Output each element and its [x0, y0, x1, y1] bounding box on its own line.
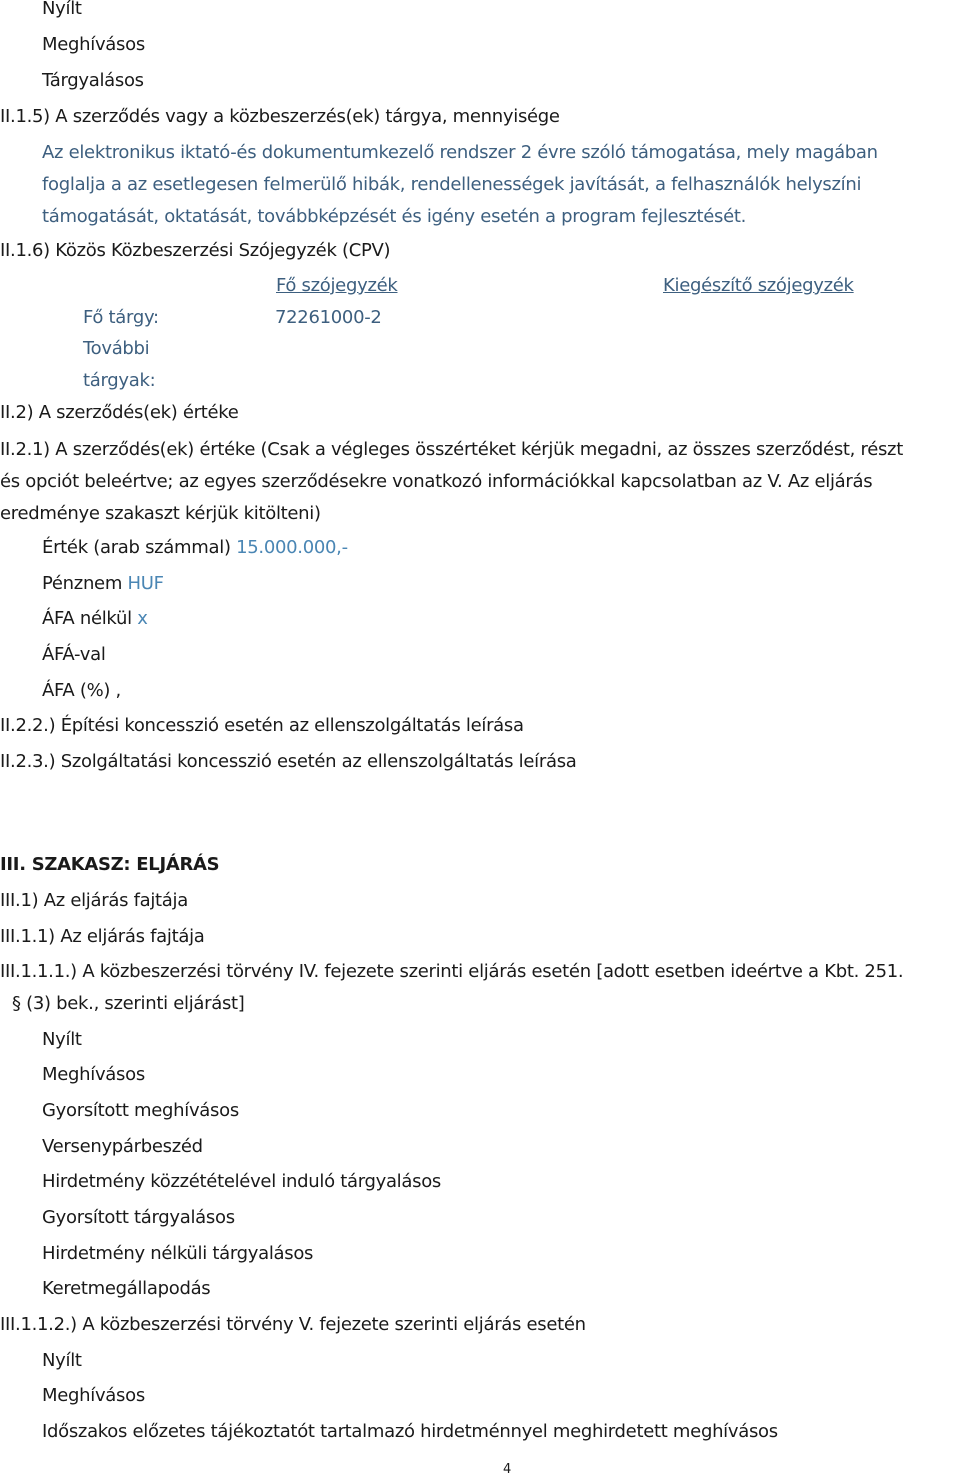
- currency-row: [42, 572, 164, 596]
- cpv-further-subjects-label-2: tárgyak:: [83, 370, 156, 391]
- procedure-type-subheading: III.1.1) Az eljárás fajtája: [0, 926, 205, 947]
- section-heading-procedure: III. SZAKASZ: ELJÁRÁS: [0, 854, 220, 875]
- cpv-main-vocab-header: Fő szójegyzék: [276, 275, 398, 296]
- procedure-option-item: Nyílt: [42, 1350, 82, 1371]
- procedure-option-item: Hirdetmény közzétételével induló tárgyalásos: [42, 1171, 441, 1192]
- value-text-line-3: eredménye szakaszt kérjük kitölteni): [0, 503, 321, 524]
- option-open: Nyílt: [42, 0, 82, 19]
- procedure-type-heading: III.1) Az eljárás fajtája: [0, 890, 188, 911]
- vat-excluded-label: ÁFA nélkül: [42, 608, 138, 629]
- vat-excluded-row: [42, 607, 148, 631]
- option-restricted: Meghívásos: [42, 34, 145, 55]
- vat-excluded-mark: x: [137, 608, 148, 629]
- service-concession-heading: II.2.3.) Szolgáltatási koncesszió esetén az ellenszolgáltatás leírása: [0, 751, 577, 772]
- procedure-option-item: Nyílt: [42, 1029, 82, 1050]
- procedure-option-item: Időszakos előzetes tájékoztatót tartalmazó hirdetménnyel meghirdetett meghívásos: [42, 1421, 778, 1442]
- currency-label: Pénznem: [42, 573, 128, 594]
- subject-text-line-1: Az elektronikus iktató-és dokumentumkezelő rendszer 2 évre szóló támogatása, mely magában: [42, 142, 878, 163]
- contract-value: 15.000.000,-: [236, 537, 348, 558]
- procedure-option-item: Gyorsított meghívásos: [42, 1100, 239, 1121]
- option-negotiated: Tárgyalásos: [42, 70, 144, 91]
- contract-value-label: Érték (arab számmal): [42, 537, 237, 558]
- chapter5-procedure-heading: III.1.1.2.) A közbeszerzési törvény V. fejezete szerinti eljárás esetén: [0, 1314, 586, 1335]
- subject-text-line-2: foglalja a az esetlegesen felmerülő hibák, rendellenességek javítását, a felhasználók helyszíni: [42, 174, 862, 195]
- chapter4-procedure-line-1: III.1.1.1.) A közbeszerzési törvény IV. fejezete szerinti eljárás esetén [adott esetben ideértve a Kbt. 251.: [0, 961, 904, 982]
- vat-percent-label: ÁFA (%) ,: [42, 680, 121, 701]
- cpv-supp-vocab-header: Kiegészítő szójegyzék: [663, 275, 854, 296]
- page-number: 4: [503, 1462, 512, 1477]
- section-heading-cpv: II.1.6) Közös Közbeszerzési Szójegyzék (CPV): [0, 240, 391, 261]
- contract-value-row: [42, 536, 348, 560]
- currency-value: HUF: [127, 573, 164, 594]
- cpv-further-subjects-label-1: További: [83, 338, 150, 359]
- procedure-option-item: Meghívásos: [42, 1385, 145, 1406]
- procedure-option-item: Versenypárbeszéd: [42, 1136, 203, 1157]
- section-heading-subject: II.1.5) A szerződés vagy a közbeszerzés(ek) tárgya, mennyisége: [0, 106, 560, 127]
- cpv-main-subject-code: 72261000-2: [275, 307, 382, 328]
- subject-text-line-3: támogatását, oktatását, továbbképzését és igény esetén a program fejlesztését.: [42, 206, 747, 227]
- construction-concession-heading: II.2.2.) Építési koncesszió esetén az ellenszolgáltatás leírása: [0, 715, 524, 736]
- procedure-option-item: Gyorsított tárgyalásos: [42, 1207, 235, 1228]
- procedure-option-item: Keretmegállapodás: [42, 1278, 211, 1299]
- procedure-option-item: Hirdetmény nélküli tárgyalásos: [42, 1243, 314, 1264]
- chapter4-procedure-line-2: § (3) bek., szerinti eljárást]: [12, 993, 245, 1014]
- value-text-line-1: II.2.1) A szerződés(ek) értéke (Csak a végleges összértéket kérjük megadni, az összes szerződést, részt: [0, 439, 903, 460]
- vat-included-label: ÁFÁ-val: [42, 644, 106, 665]
- section-heading-value: II.2) A szerződés(ek) értéke: [0, 402, 239, 423]
- procedure-option-item: Meghívásos: [42, 1064, 145, 1085]
- cpv-main-subject-label: Fő tárgy:: [83, 307, 159, 328]
- value-text-line-2: és opciót beleértve; az egyes szerződésekre vonatkozó információkkal kapcsolatban az V. Az eljárás: [0, 471, 873, 492]
